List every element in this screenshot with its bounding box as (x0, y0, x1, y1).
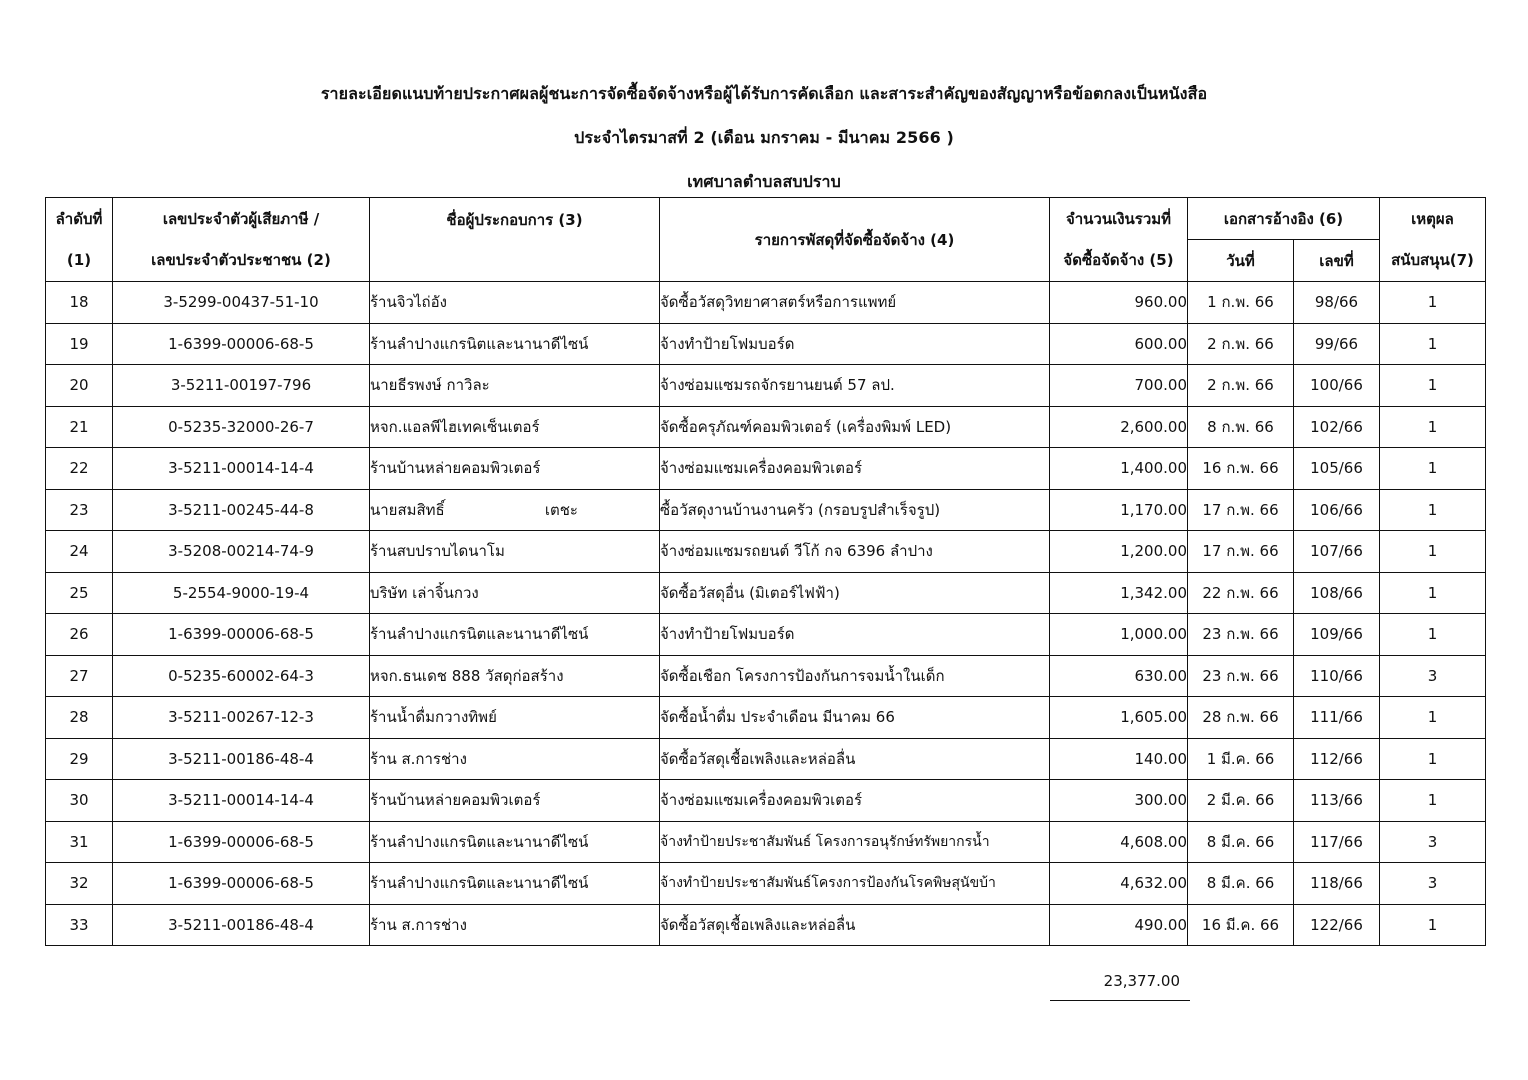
cell-item: จัดซื้อวัสดุเชื้อเพลิงและหล่อลื่น (660, 904, 1050, 946)
cell-date: 16 ก.พ. 66 (1188, 448, 1294, 490)
cell-seq: 31 (46, 821, 113, 863)
cell-date: 2 มี.ค. 66 (1188, 780, 1294, 822)
cell-vendor: ร้านน้ำดื่มกวางทิพย์ (370, 697, 660, 739)
cell-doc-no: 105/66 (1294, 448, 1380, 490)
cell-vendor: ร้านลำปางแกรนิตและนานาดีไซน์ (370, 863, 660, 905)
cell-doc-no: 100/66 (1294, 365, 1380, 407)
cell-vendor: ร้านบ้านหล่ายคอมพิวเตอร์ (370, 448, 660, 490)
cell-amount: 1,342.00 (1050, 572, 1188, 614)
cell-seq: 27 (46, 655, 113, 697)
cell-reason: 1 (1380, 697, 1486, 739)
cell-date: 8 มี.ค. 66 (1188, 863, 1294, 905)
cell-amount: 630.00 (1050, 655, 1188, 697)
cell-item: จัดซื้อครุภัณฑ์คอมพิวเตอร์ (เครื่องพิมพ์ LED) (660, 406, 1050, 448)
cell-item: จัดซื้อน้ำดื่ม ประจำเดือน มีนาคม 66 (660, 697, 1050, 739)
cell-tax-id: 3-5208-00214-74-9 (113, 531, 370, 573)
cell-tax-id: 1-6399-00006-68-5 (113, 821, 370, 863)
cell-doc-no: 111/66 (1294, 697, 1380, 739)
table-row (46, 904, 1486, 946)
cell-vendor: ร้านจิวไถ่อัง (370, 282, 660, 324)
cell-vendor: นายธีรพงษ์ กาวิละ (370, 365, 660, 407)
cell-tax-id: 3-5211-00197-796 (113, 365, 370, 407)
cell-doc-no: 99/66 (1294, 323, 1380, 365)
cell-item: จัดซื้อเชือก โครงการป้องกันการจมน้ำในเด็ก (660, 655, 1050, 697)
col-header-item: รายการพัสดุที่จัดซื้อจัดจ้าง (4) (660, 198, 1050, 282)
cell-item: จ้างซ่อมแซมรถยนต์ วีโก้ กจ 6396 ลำปาง (660, 531, 1050, 573)
cell-reason: 1 (1380, 531, 1486, 573)
cell-date: 8 ก.พ. 66 (1188, 406, 1294, 448)
cell-date: 2 ก.พ. 66 (1188, 323, 1294, 365)
cell-reason: 1 (1380, 780, 1486, 822)
cell-tax-id: 5-2554-9000-19-4 (113, 572, 370, 614)
cell-seq: 32 (46, 863, 113, 905)
cell-amount: 1,170.00 (1050, 489, 1188, 531)
cell-doc-no: 117/66 (1294, 821, 1380, 863)
cell-item: จ้างซ่อมแซมเครื่องคอมพิวเตอร์ (660, 780, 1050, 822)
cell-seq: 20 (46, 365, 113, 407)
cell-vendor: หจก.แอลพีไฮเทคเซ็นเตอร์ (370, 406, 660, 448)
col-header-citizen-id: เลขประจำตัวประชาชน (2) (113, 240, 370, 282)
col-header-ref-docs: เอกสารอ้างอิง (6) (1188, 198, 1380, 240)
table-row (46, 863, 1486, 905)
cell-item: ซื้อวัสดุงานบ้านงานครัว (กรอบรูปสำเร็จรูป) (660, 489, 1050, 531)
table-row (46, 282, 1486, 324)
cell-reason: 1 (1380, 614, 1486, 656)
col-header-amount-sub: จัดซื้อจัดจ้าง (5) (1050, 240, 1188, 282)
cell-amount: 600.00 (1050, 323, 1188, 365)
table-row (46, 531, 1486, 573)
cell-tax-id: 3-5211-00186-48-4 (113, 738, 370, 780)
cell-reason: 1 (1380, 738, 1486, 780)
cell-vendor: บริษัท เล่าจิ้นกวง (370, 572, 660, 614)
cell-seq: 22 (46, 448, 113, 490)
cell-vendor: นายสมสิทธิ์ เตชะ (370, 489, 660, 531)
cell-vendor: ร้านบ้านหล่ายคอมพิวเตอร์ (370, 780, 660, 822)
cell-reason: 3 (1380, 655, 1486, 697)
cell-seq: 23 (46, 489, 113, 531)
cell-reason: 1 (1380, 323, 1486, 365)
table-row (46, 572, 1486, 614)
cell-reason: 1 (1380, 904, 1486, 946)
cell-doc-no: 122/66 (1294, 904, 1380, 946)
cell-seq: 26 (46, 614, 113, 656)
cell-tax-id: 3-5299-00437-51-10 (113, 282, 370, 324)
table-row (46, 489, 1486, 531)
cell-reason: 1 (1380, 572, 1486, 614)
grand-total: 23,377.00 (1103, 972, 1180, 990)
document-period: ประจำไตรมาสที่ 2 (เดือน มกราคม - มีนาคม 2566 ) (574, 128, 954, 147)
cell-reason: 1 (1380, 489, 1486, 531)
cell-reason: 3 (1380, 821, 1486, 863)
cell-seq: 25 (46, 572, 113, 614)
col-header-seq: ลำดับที่ (46, 198, 113, 240)
cell-amount: 490.00 (1050, 904, 1188, 946)
cell-item: จ้างทำป้ายประชาสัมพันธ์ โครงการอนุรักษ์ทรัพยากรน้ำ (660, 821, 1050, 863)
cell-reason: 1 (1380, 406, 1486, 448)
cell-doc-no: 118/66 (1294, 863, 1380, 905)
table-row (46, 780, 1486, 822)
table-row (46, 655, 1486, 697)
cell-amount: 1,200.00 (1050, 531, 1188, 573)
table-row (46, 406, 1486, 448)
cell-reason: 3 (1380, 863, 1486, 905)
table-row (46, 365, 1486, 407)
cell-date: 1 ก.พ. 66 (1188, 282, 1294, 324)
cell-amount: 960.00 (1050, 282, 1188, 324)
cell-vendor: ร้าน ส.การช่าง (370, 738, 660, 780)
cell-item: จ้างซ่อมแซมเครื่องคอมพิวเตอร์ (660, 448, 1050, 490)
cell-tax-id: 1-6399-00006-68-5 (113, 614, 370, 656)
cell-seq: 33 (46, 904, 113, 946)
cell-tax-id: 1-6399-00006-68-5 (113, 323, 370, 365)
cell-vendor: ร้าน ส.การช่าง (370, 904, 660, 946)
cell-tax-id: 0-5235-32000-26-7 (113, 406, 370, 448)
header-row-1 (46, 198, 1486, 240)
cell-item: จ้างซ่อมแซมรถจักรยานยนต์ 57 ลป. (660, 365, 1050, 407)
col-header-seq-number: (1) (46, 240, 113, 282)
cell-reason: 1 (1380, 448, 1486, 490)
total-underline (1050, 1000, 1190, 1001)
cell-tax-id: 3-5211-00267-12-3 (113, 697, 370, 739)
cell-doc-no: 110/66 (1294, 655, 1380, 697)
cell-amount: 2,600.00 (1050, 406, 1188, 448)
cell-date: 17 ก.พ. 66 (1188, 489, 1294, 531)
cell-amount: 140.00 (1050, 738, 1188, 780)
cell-doc-no: 107/66 (1294, 531, 1380, 573)
cell-seq: 29 (46, 738, 113, 780)
cell-doc-no: 102/66 (1294, 406, 1380, 448)
document-title: รายละเอียดแนบท้ายประกาศผลผู้ชนะการจัดซื้อจัดจ้างหรือผู้ได้รับการคัดเลือก และสาระสำคัญของสัญญาหรือข้อตกลงเป็นหนังสือ (320, 84, 1208, 103)
cell-date: 23 ก.พ. 66 (1188, 614, 1294, 656)
procurement-table (45, 197, 1486, 946)
cell-doc-no: 108/66 (1294, 572, 1380, 614)
cell-vendor: ร้านลำปางแกรนิตและนานาดีไซน์ (370, 614, 660, 656)
col-header-reason-sub: สนับสนุน(7) (1380, 240, 1486, 282)
cell-seq: 18 (46, 282, 113, 324)
cell-item: จัดซื้อวัสดุเชื้อเพลิงและหล่อลื่น (660, 738, 1050, 780)
cell-tax-id: 3-5211-00014-14-4 (113, 780, 370, 822)
cell-doc-no: 106/66 (1294, 489, 1380, 531)
cell-date: 23 ก.พ. 66 (1188, 655, 1294, 697)
cell-vendor: ร้านสบปราบไดนาโม (370, 531, 660, 573)
cell-amount: 300.00 (1050, 780, 1188, 822)
cell-doc-no: 109/66 (1294, 614, 1380, 656)
table-row (46, 448, 1486, 490)
cell-amount: 1,605.00 (1050, 697, 1188, 739)
cell-date: 2 ก.พ. 66 (1188, 365, 1294, 407)
table-row (46, 821, 1486, 863)
cell-tax-id: 0-5235-60002-64-3 (113, 655, 370, 697)
col-header-ref-date: วันที่ (1188, 240, 1294, 282)
col-header-reason: เหตุผล (1380, 198, 1486, 240)
cell-seq: 30 (46, 780, 113, 822)
cell-item: จ้างทำป้ายโฟมบอร์ด (660, 323, 1050, 365)
cell-date: 17 ก.พ. 66 (1188, 531, 1294, 573)
table-row (46, 738, 1486, 780)
cell-tax-id: 1-6399-00006-68-5 (113, 863, 370, 905)
cell-tax-id: 3-5211-00186-48-4 (113, 904, 370, 946)
col-header-ref-no: เลขที่ (1294, 240, 1380, 282)
cell-item: จ้างทำป้ายโฟมบอร์ด (660, 614, 1050, 656)
cell-item: จัดซื้อวัสดุวิทยาศาสตร์หรือการแพทย์ (660, 282, 1050, 324)
cell-tax-id: 3-5211-00245-44-8 (113, 489, 370, 531)
cell-date: 16 มี.ค. 66 (1188, 904, 1294, 946)
cell-reason: 1 (1380, 365, 1486, 407)
cell-reason: 1 (1380, 282, 1486, 324)
cell-item: จัดซื้อวัสดุอื่น (มิเตอร์ไฟฟ้า) (660, 572, 1050, 614)
cell-tax-id: 3-5211-00014-14-4 (113, 448, 370, 490)
cell-date: 22 ก.พ. 66 (1188, 572, 1294, 614)
cell-doc-no: 98/66 (1294, 282, 1380, 324)
cell-date: 28 ก.พ. 66 (1188, 697, 1294, 739)
col-header-amount: จำนวนเงินรวมที่ (1050, 198, 1188, 240)
cell-vendor: ร้านลำปางแกรนิตและนานาดีไซน์ (370, 323, 660, 365)
cell-vendor: ร้านลำปางแกรนิตและนานาดีไซน์ (370, 821, 660, 863)
organization-name: เทศบาลตำบลสบปราบ (687, 172, 841, 191)
cell-doc-no: 113/66 (1294, 780, 1380, 822)
col-header-vendor: ชื่อผู้ประกอบการ (3) (370, 198, 660, 282)
cell-item: จ้างทำป้ายประชาสัมพันธ์โครงการป้องกันโรคพิษสุนัขบ้า (660, 863, 1050, 905)
cell-amount: 4,632.00 (1050, 863, 1188, 905)
cell-date: 8 มี.ค. 66 (1188, 821, 1294, 863)
cell-amount: 700.00 (1050, 365, 1188, 407)
table-row (46, 323, 1486, 365)
table-row (46, 697, 1486, 739)
cell-date: 1 มี.ค. 66 (1188, 738, 1294, 780)
cell-vendor: หจก.ธนเดช 888 วัสดุก่อสร้าง (370, 655, 660, 697)
table-row (46, 614, 1486, 656)
cell-seq: 24 (46, 531, 113, 573)
cell-seq: 19 (46, 323, 113, 365)
cell-seq: 28 (46, 697, 113, 739)
cell-amount: 1,000.00 (1050, 614, 1188, 656)
cell-seq: 21 (46, 406, 113, 448)
cell-amount: 1,400.00 (1050, 448, 1188, 490)
cell-amount: 4,608.00 (1050, 821, 1188, 863)
cell-doc-no: 112/66 (1294, 738, 1380, 780)
col-header-taxid: เลขประจำตัวผู้เสียภาษี / (113, 198, 370, 240)
